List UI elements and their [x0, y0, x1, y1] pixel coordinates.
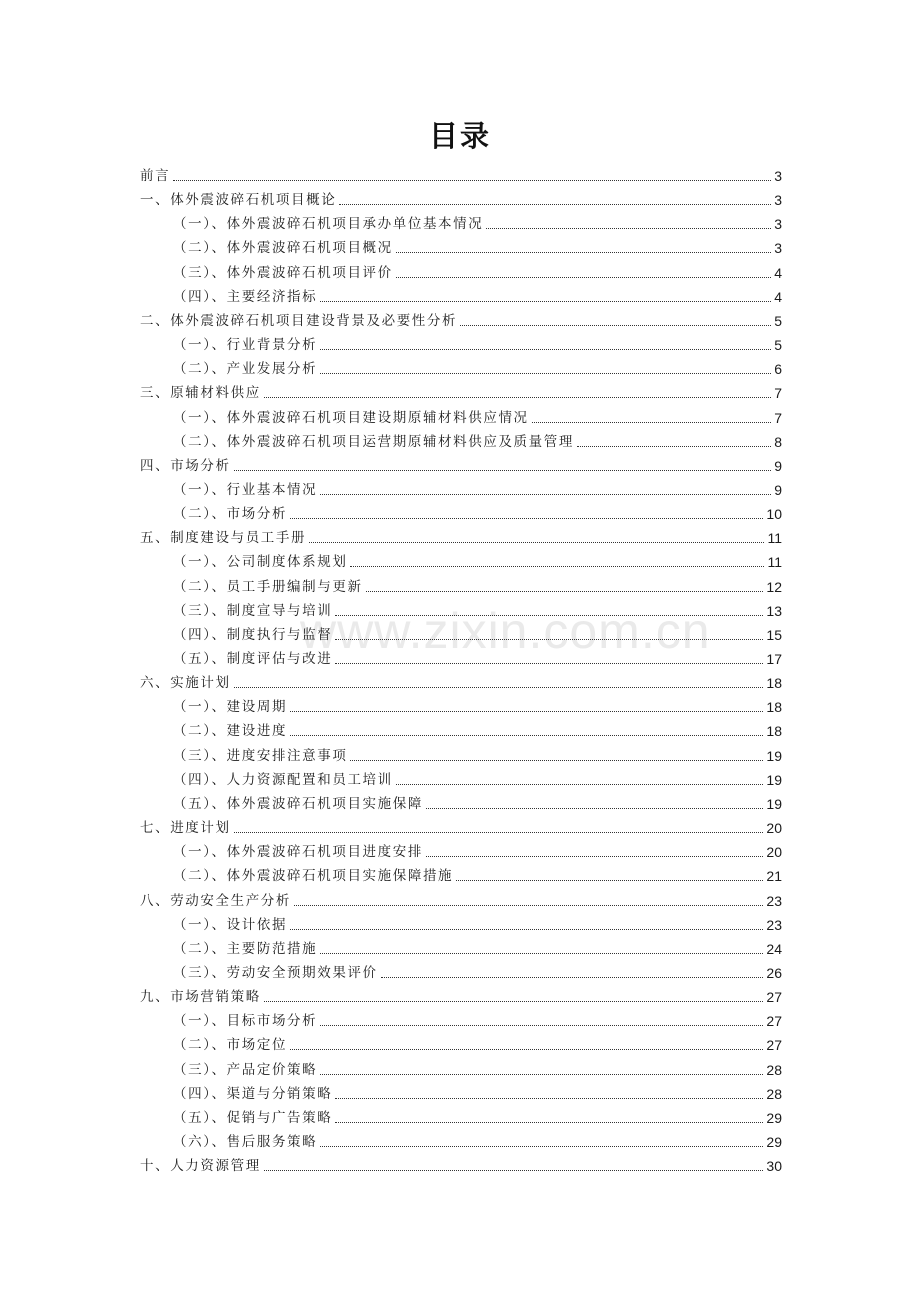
toc-entry-label: （一）、行业基本情况 [173, 481, 318, 498]
toc-entry[interactable] [140, 380, 782, 402]
toc-page-number: 3 [774, 216, 782, 233]
toc-dot-leader [320, 1073, 763, 1075]
toc-dot-leader [381, 976, 764, 978]
toc-dot-leader [426, 855, 763, 857]
toc-subentry[interactable] [173, 1129, 782, 1151]
toc-entry[interactable] [140, 308, 782, 330]
toc-entry[interactable] [140, 984, 782, 1006]
toc-entry-label: （五）、制度评估与改进 [173, 651, 333, 667]
toc-entry-label: 五、制度建设与员工手册 [140, 530, 307, 547]
toc-page-number: 27 [766, 1037, 782, 1054]
toc-entry-label: 三、原辅材料供应 [140, 385, 261, 402]
toc-entry-label: （六）、售后服务策略 [173, 1134, 318, 1150]
toc-dot-leader [339, 203, 771, 205]
toc-subentry[interactable] [173, 936, 782, 958]
toc-dot-leader [234, 686, 764, 688]
toc-page-number: 3 [774, 240, 782, 257]
toc-page-number: 3 [774, 192, 782, 209]
toc-subentry[interactable] [173, 405, 782, 427]
toc-dot-leader [350, 759, 763, 761]
toc-entry-label: （二）、市场定位 [173, 1037, 288, 1054]
toc-entry-label: （二）、市场分析 [173, 506, 288, 523]
toc-subentry[interactable] [173, 429, 782, 451]
toc-page-number: 11 [767, 530, 782, 547]
toc-subentry[interactable] [173, 912, 782, 934]
toc-subentry[interactable] [173, 1081, 782, 1103]
toc-page-number: 4 [774, 264, 782, 281]
toc-entry[interactable] [140, 187, 782, 209]
toc-dot-leader [532, 421, 772, 423]
toc-subentry[interactable] [173, 960, 782, 982]
toc-subentry[interactable] [173, 791, 782, 813]
toc-entry-label: （二）、产业发展分析 [173, 361, 318, 378]
toc-entry-label: 一、体外震波碎石机项目概论 [140, 192, 337, 209]
toc-subentry[interactable] [173, 332, 782, 354]
toc-entry-label: 八、劳动安全生产分析 [140, 892, 291, 909]
toc-entry[interactable] [140, 1153, 782, 1175]
toc-entry-label: （三）、制度宣导与培训 [173, 602, 333, 619]
toc-page-number: 30 [766, 1158, 782, 1175]
page-title: 目录 [428, 119, 491, 153]
toc-subentry[interactable] [173, 1057, 782, 1079]
toc-page-number: 6 [774, 361, 782, 378]
toc-subentry[interactable] [173, 622, 782, 644]
toc-entry-label: （三）、体外震波碎石机项目评价 [173, 264, 393, 281]
toc-page-number: 7 [774, 409, 782, 426]
toc-page-number: 18 [766, 675, 782, 692]
toc-subentry[interactable] [173, 260, 782, 282]
toc-page-number: 17 [766, 651, 782, 667]
toc-dot-leader [335, 662, 763, 664]
toc-entry[interactable] [140, 163, 782, 185]
toc-entry-label: （二）、体外震波碎石机项目概况 [173, 240, 393, 257]
toc-page-number: 19 [766, 747, 782, 764]
toc-entry[interactable] [140, 815, 782, 837]
toc-page-number: 27 [766, 989, 782, 1006]
toc-dot-leader [456, 879, 763, 881]
toc-dot-leader [320, 1145, 763, 1147]
toc-entry-label: （二）、主要防范措施 [173, 940, 318, 957]
toc-subentry[interactable] [173, 549, 782, 571]
toc-page-number: 11 [767, 554, 782, 571]
toc-dot-leader [460, 324, 771, 326]
toc-page-number: 20 [766, 820, 782, 837]
toc-dot-leader [320, 300, 771, 302]
toc-page-number: 23 [766, 892, 782, 909]
toc-entry-label: 四、市场分析 [140, 457, 231, 474]
toc-page-number: 5 [774, 312, 782, 329]
toc-dot-leader [335, 614, 763, 616]
toc-entry[interactable] [140, 888, 782, 910]
toc-entry-label: （一）、体外震波碎石机项目承办单位基本情况 [173, 216, 484, 233]
toc-page-number: 18 [766, 699, 782, 716]
toc-dot-leader [264, 396, 771, 398]
toc-subentry[interactable] [173, 356, 782, 378]
toc-subentry[interactable] [173, 501, 782, 523]
toc-page-number: 3 [774, 168, 782, 184]
toc-page-number: 9 [774, 481, 782, 498]
toc-dot-leader [290, 710, 763, 712]
toc-page-number: 5 [774, 337, 782, 354]
toc-subentry[interactable] [173, 1008, 782, 1030]
toc-entry-label: （一）、行业背景分析 [173, 337, 318, 354]
toc-subentry[interactable] [173, 235, 782, 257]
watermark: www.zixin.com.cn [300, 603, 711, 659]
toc-subentry[interactable] [173, 1032, 782, 1054]
toc-dot-leader [320, 952, 763, 954]
toc-page-number: 12 [766, 578, 782, 595]
toc-subentry[interactable] [173, 211, 782, 233]
toc-page-number: 19 [766, 771, 782, 788]
toc-dot-leader [309, 541, 764, 543]
toc-page-number: 28 [766, 1085, 782, 1102]
toc-subentry[interactable] [173, 839, 782, 861]
toc-entry-label: （一）、建设周期 [173, 699, 288, 716]
toc-dot-leader [396, 783, 764, 785]
toc-entry-label: （一）、公司制度体系规划 [173, 554, 348, 571]
toc-page-number: 20 [766, 844, 782, 861]
toc-entry-label: 前言 [140, 168, 171, 184]
toc-entry[interactable] [140, 525, 782, 547]
toc-entry-label: （五）、体外震波碎石机项目实施保障 [173, 795, 423, 812]
toc-dot-leader [294, 904, 763, 906]
toc-page-number: 26 [766, 964, 782, 981]
toc-dot-leader [234, 831, 764, 833]
toc-entry-label: （四）、主要经济指标 [173, 288, 318, 305]
toc-entry-label: （一）、设计依据 [173, 916, 288, 933]
toc-entry[interactable] [140, 453, 782, 475]
toc-dot-leader [173, 179, 771, 181]
toc-page-number: 13 [766, 602, 782, 619]
toc-page-number: 8 [774, 433, 782, 450]
toc-subentry[interactable] [173, 574, 782, 596]
toc-dot-leader [486, 227, 771, 229]
toc-dot-leader [320, 348, 771, 350]
toc-dot-leader [396, 251, 771, 253]
toc-page-number: 29 [766, 1109, 782, 1126]
toc-subentry[interactable] [173, 743, 782, 765]
toc-page-number: 18 [766, 723, 782, 740]
toc-page-number: 19 [766, 795, 782, 812]
toc-entry[interactable] [140, 670, 782, 692]
toc-page-number: 10 [766, 506, 782, 523]
toc-entry-label: （五）、促销与广告策略 [173, 1109, 333, 1126]
toc-page-number: 28 [766, 1061, 782, 1078]
toc-page-number: 23 [766, 916, 782, 933]
toc-entry-label: 十、人力资源管理 [140, 1158, 261, 1175]
toc-page-number: 9 [774, 457, 782, 474]
toc-page-number: 27 [766, 1013, 782, 1030]
toc-entry-label: （一）、目标市场分析 [173, 1013, 318, 1030]
toc-page-number: 4 [774, 288, 782, 305]
toc-entry-label: 六、实施计划 [140, 675, 231, 692]
toc-subentry[interactable] [173, 1105, 782, 1127]
toc-dot-leader [350, 565, 764, 567]
toc-dot-leader [426, 807, 763, 809]
toc-entry-label: 七、进度计划 [140, 820, 231, 837]
toc-subentry[interactable] [173, 646, 782, 668]
toc-entry-label: （二）、建设进度 [173, 723, 288, 740]
toc-entry-label: 九、市场营销策略 [140, 989, 261, 1006]
toc-dot-leader [264, 1000, 764, 1002]
toc-dot-leader [264, 1169, 764, 1171]
toc-dot-leader [335, 1121, 763, 1123]
toc-entry-label: （一）、体外震波碎石机项目进度安排 [173, 844, 423, 861]
toc-page-number: 15 [766, 626, 782, 643]
toc-entry-label: （二）、员工手册编制与更新 [173, 578, 363, 595]
toc-entry-label: （四）、人力资源配置和员工培训 [173, 771, 393, 788]
toc-dot-leader [290, 734, 763, 736]
toc-entry-label: （三）、劳动安全预期效果评价 [173, 964, 378, 981]
toc-entry-label: （二）、体外震波碎石机项目运营期原辅材料供应及质量管理 [173, 433, 574, 450]
toc-dot-leader [396, 276, 771, 278]
toc-subentry[interactable] [173, 477, 782, 499]
toc-entry-label: （四）、渠道与分销策略 [173, 1085, 333, 1102]
toc-entry-label: （一）、体外震波碎石机项目建设期原辅材料供应情况 [173, 409, 529, 426]
toc-subentry[interactable] [173, 767, 782, 789]
toc-dot-leader [366, 590, 764, 592]
toc-subentry[interactable] [173, 598, 782, 620]
toc-dot-leader [335, 1097, 763, 1099]
toc-subentry[interactable] [173, 694, 782, 716]
toc-subentry[interactable] [173, 284, 782, 306]
toc-subentry[interactable] [173, 718, 782, 740]
toc-dot-leader [290, 517, 763, 519]
toc-page-number: 29 [766, 1134, 782, 1150]
toc-dot-leader [577, 445, 771, 447]
toc-entry-label: 二、体外震波碎石机项目建设背景及必要性分析 [140, 312, 458, 329]
toc-page-number: 7 [774, 385, 782, 402]
toc-dot-leader [320, 1024, 763, 1026]
toc-dot-leader [234, 469, 772, 471]
toc-page-number: 24 [766, 940, 782, 957]
toc-dot-leader [290, 1048, 763, 1050]
toc-dot-leader [320, 372, 771, 374]
toc-dot-leader [335, 638, 763, 640]
toc-entry-label: （二）、体外震波碎石机项目实施保障措施 [173, 868, 454, 885]
toc-dot-leader [290, 928, 763, 930]
toc-entry-label: （四）、制度执行与监督 [173, 626, 333, 643]
toc-entry-label: （三）、进度安排注意事项 [173, 747, 348, 764]
toc-subentry[interactable] [173, 863, 782, 885]
toc-dot-leader [320, 493, 771, 495]
toc-entry-label: （三）、产品定价策略 [173, 1061, 318, 1078]
toc-page-number: 21 [766, 868, 782, 885]
